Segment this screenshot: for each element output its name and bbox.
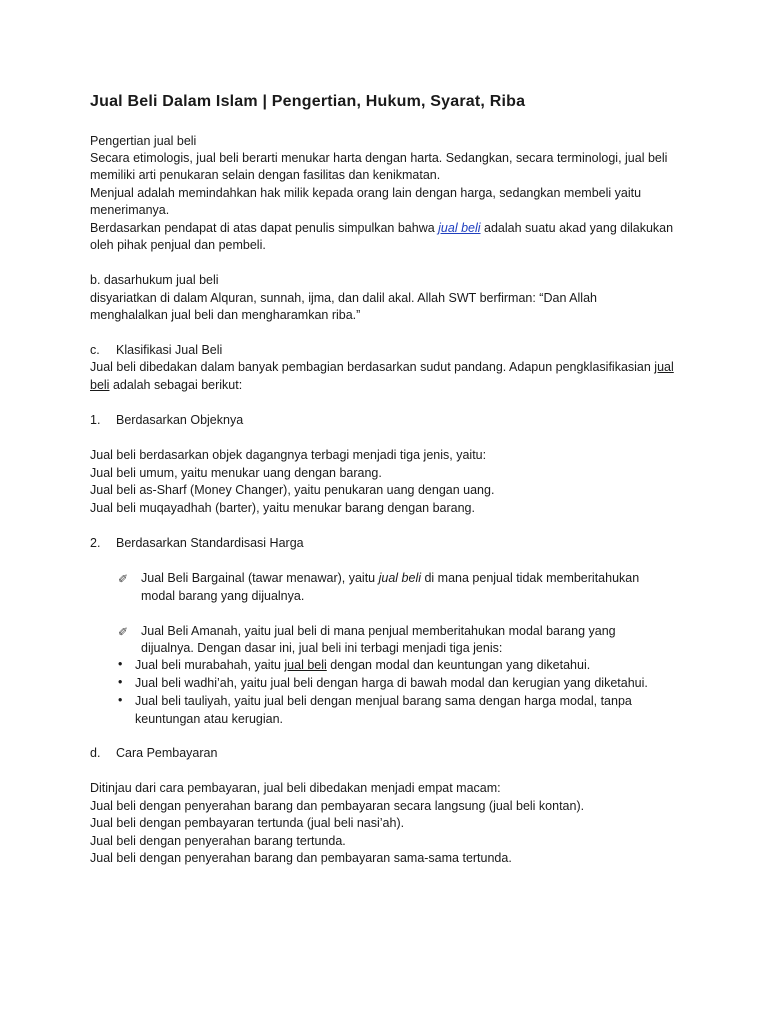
bullet-item-continuation: keuntungan atau kerugian. bbox=[135, 712, 284, 726]
list-item-text: di mana penjual tidak memberitahukan bbox=[421, 571, 640, 585]
paragraph-text: Berdasarkan pendapat di atas dapat penulis simpulkan bahwa bbox=[90, 221, 439, 235]
list-item: Jual Beli Amanah, yaitu jual beli di mana penjual memberitahukan modal barang yang bbox=[141, 624, 616, 638]
document-title: Jual Beli Dalam Islam | Pengertian, Hukum, Syarat, Riba bbox=[90, 93, 526, 110]
paragraph-line: Jual beli dengan penyerahan barang dan pembayaran sama-sama tertunda. bbox=[90, 851, 512, 865]
underlined-text: jual beli bbox=[284, 658, 327, 672]
bullet-item: Jual beli wadhi’ah, yaitu jual beli dengan harga di bawah modal dan kerugian yang diketahui. bbox=[135, 676, 648, 690]
paragraph-line: Jual beli berdasarkan objek dagangnya terbagi menjadi tiga jenis, yaitu: bbox=[90, 448, 487, 462]
paragraph-line: Jual beli as-Sharf (Money Changer), yaitu penukaran uang dengan uang. bbox=[90, 483, 495, 497]
paragraph-line bbox=[90, 359, 674, 376]
section-heading-text: Cara Pembayaran bbox=[116, 746, 218, 760]
section-heading-text: Berdasarkan Standardisasi Harga bbox=[116, 536, 304, 550]
section-marker: d. bbox=[90, 746, 101, 760]
paragraph-text: Jual beli dibedakan dalam banyak pembagian berdasarkan sudut pandang. Adapun pengklasifikasian bbox=[90, 360, 655, 374]
section-heading-pengertian: Pengertian jual beli bbox=[90, 134, 197, 148]
paragraph-line: memiliki arti penukaran selain dengan fasilitas dan kenikmatan. bbox=[90, 168, 441, 182]
paragraph-line: Menjual adalah memindahkan hak milik kepada orang lain dengan harga, sedangkan membeli yaitu bbox=[90, 186, 642, 200]
paragraph-line: Secara etimologis, jual beli berarti menukar harta dengan harta. Sedangkan, secara terminologi, jual beli bbox=[90, 151, 668, 165]
paragraph-line: menerimanya. bbox=[90, 203, 170, 217]
jual-beli-link[interactable]: jual beli bbox=[438, 221, 481, 235]
paragraph-line bbox=[90, 377, 242, 394]
bullet-item-text: dengan modal dan keuntungan yang diketahui. bbox=[326, 658, 591, 672]
paragraph-line: Ditinjau dari cara pembayaran, jual beli dibedakan menjadi empat macam: bbox=[90, 781, 501, 795]
section-marker: 1. bbox=[90, 413, 101, 427]
paragraph-line: Jual beli muqayadhah (barter), yaitu menukar barang dengan barang. bbox=[90, 501, 475, 515]
paragraph-line: Jual beli dengan penyerahan barang dan pembayaran secara langsung (jual beli kontan). bbox=[90, 799, 585, 813]
hand-arrow-icon: ✐ bbox=[118, 572, 129, 586]
paragraph-line bbox=[90, 220, 673, 237]
underlined-text: jual bbox=[654, 360, 674, 374]
section-heading-dasar-hukum: b. dasarhukum jual beli bbox=[90, 273, 219, 287]
section-heading-klasifikasi bbox=[90, 342, 222, 359]
section-heading-standardisasi bbox=[90, 535, 304, 552]
bullet-item bbox=[135, 657, 590, 674]
section-heading-text: Berdasarkan Objeknya bbox=[116, 413, 244, 427]
section-marker: c. bbox=[90, 343, 100, 357]
hand-arrow-icon: ✐ bbox=[118, 625, 129, 639]
paragraph-text: adalah suatu akad yang dilakukan bbox=[480, 221, 674, 235]
list-item-text: Jual Beli Bargainal (tawar menawar), yaitu bbox=[141, 571, 379, 585]
section-heading-objek bbox=[90, 412, 243, 429]
list-item bbox=[141, 570, 639, 587]
list-item-continuation: modal barang yang dijualnya. bbox=[141, 589, 305, 603]
underlined-text: beli bbox=[90, 378, 110, 392]
paragraph-line: Jual beli dengan pembayaran tertunda (jual beli nasi’ah). bbox=[90, 816, 405, 830]
bullet-item-text: Jual beli murabahah, yaitu bbox=[135, 658, 285, 672]
list-item-continuation: dijualnya. Dengan dasar ini, jual beli ini terbagi menjadi tiga jenis: bbox=[141, 641, 503, 655]
paragraph-line: Jual beli dengan penyerahan barang tertunda. bbox=[90, 834, 346, 848]
paragraph-line: Jual beli umum, yaitu menukar uang dengan barang. bbox=[90, 466, 382, 480]
paragraph-line: disyariatkan di dalam Alquran, sunnah, ijma, dan dalil akal. Allah SWT berfirman: “Dan Allah bbox=[90, 291, 597, 305]
bullet-dot-icon: • bbox=[118, 675, 123, 689]
bullet-dot-icon: • bbox=[118, 657, 123, 671]
italic-text: jual beli bbox=[378, 571, 421, 585]
paragraph-line: menghalalkan jual beli dan mengharamkan riba.” bbox=[90, 308, 361, 322]
bullet-item: Jual beli tauliyah, yaitu jual beli dengan menjual barang sama dengan harga modal, tanpa bbox=[135, 694, 632, 708]
paragraph-line: oleh pihak penjual dan pembeli. bbox=[90, 238, 266, 252]
paragraph-text: adalah sebagai berikut: bbox=[109, 378, 243, 392]
bullet-dot-icon: • bbox=[118, 693, 123, 707]
section-heading-cara-pembayaran bbox=[90, 745, 217, 762]
section-marker: 2. bbox=[90, 536, 101, 550]
section-heading-text: Klasifikasi Jual Beli bbox=[116, 343, 223, 357]
